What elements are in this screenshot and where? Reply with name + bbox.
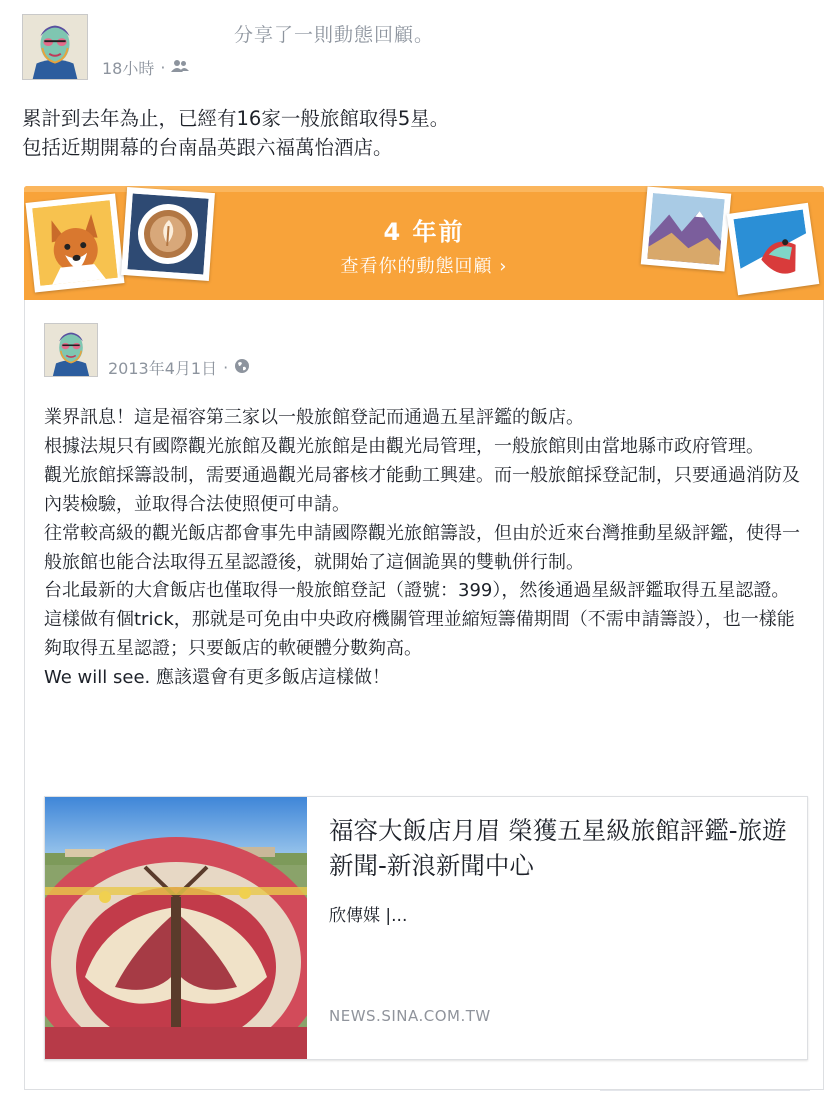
- years-ago-label: 4 年前: [383, 218, 465, 246]
- post-timestamp[interactable]: 18小時: [102, 59, 155, 78]
- link-preview-description: 欣傳媒 |...: [329, 906, 408, 926]
- meta-separator: ·: [160, 58, 166, 77]
- bird-icon: [733, 209, 812, 288]
- shared-post-meta: [108, 356, 250, 379]
- bird-photo: [727, 203, 820, 296]
- mountain-photo: [641, 186, 731, 271]
- link-preview-domain: NEWS.SINA.COM.TW: [329, 1007, 491, 1025]
- globe-icon[interactable]: [234, 358, 250, 378]
- memories-banner[interactable]: [24, 186, 824, 300]
- post-text: 累計到去年為止，已經有16家一般旅館取得5星。 包括近期開幕的台南晶英跟六福萬怡酒店。: [22, 107, 450, 159]
- meta-separator: ·: [223, 358, 229, 377]
- flower-garden-image: [45, 797, 307, 1059]
- link-preview-image: [45, 797, 307, 1059]
- friends-icon[interactable]: [171, 58, 189, 77]
- shared-post-text: 業界訊息！這是福容第三家以一般旅館登記而通過五星評鑑的飯店。 根據法規只有國際觀光旅館及觀光旅館是由觀光局管理，一般旅館則由當地縣市政府管理。 觀光旅館採籌設制，需要通過觀光局審核才能動工興建。而一般旅館採登記制，只要通過消防及內裝檢驗，並取得合法使照便可申請。 往常較高級的觀光飯店都會事先申請國際觀光旅館籌設，但由於近來台灣推動星級評鑑，使得一般旅館也能合法取得五星認證後，就開始了這個詭異的雙軌併行制。 台北最新的大倉飯店也僅取得一般旅館登記（證號：399），然後通過星級評鑑取得五星認證。 這樣做有個trick，那就是可免由中央政府機關管理並縮短籌備期間（不需申請籌設），也一樣能夠取得五星認證；只要飯店的軟硬體分數夠高。 We will see. 應該還會有更多飯店這樣做！: [44, 407, 800, 689]
- divider: [600, 1090, 810, 1091]
- shared-post-avatar[interactable]: [44, 323, 98, 377]
- mountain-icon: [647, 193, 724, 265]
- link-preview-title[interactable]: 福容大飯店月眉 榮獲五星級旅館評鑑-旅遊新聞-新浪新聞中心: [329, 816, 787, 880]
- avatar[interactable]: [22, 14, 88, 80]
- avatar-portrait-icon: [23, 15, 87, 79]
- link-preview[interactable]: [44, 796, 808, 1060]
- post-meta: [102, 56, 189, 79]
- share-action-text: 分享了一則動態回顧。: [234, 24, 435, 46]
- view-memories-link[interactable]: 查看你的動態回顧 ›: [340, 256, 508, 277]
- shared-post-date[interactable]: 2013年4月1日: [108, 359, 218, 378]
- avatar-portrait-icon: [45, 324, 97, 376]
